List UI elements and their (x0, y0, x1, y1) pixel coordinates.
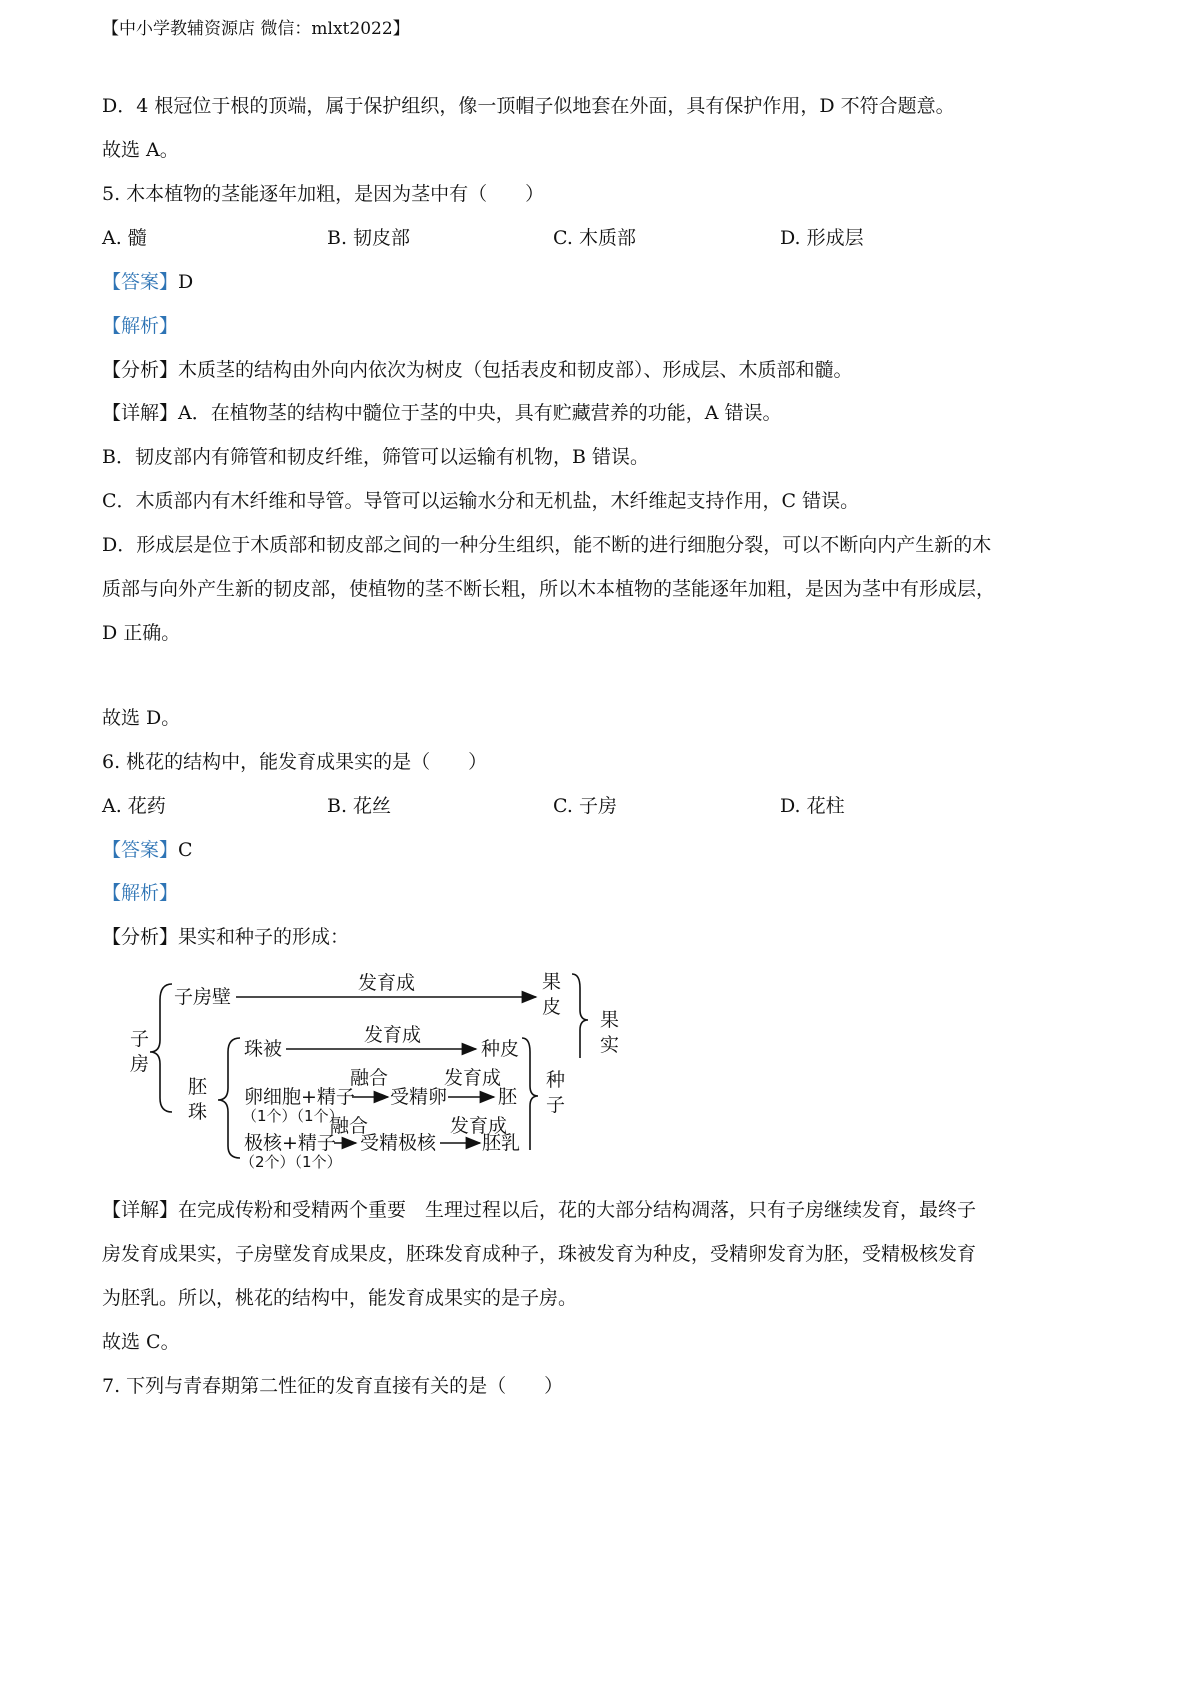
diagram-ovule-brace (218, 1038, 240, 1158)
q6-options (102, 792, 1002, 820)
diagram-endosperm: 胚乳 (482, 1132, 521, 1154)
diagram-ovary-wall: 子房壁 (174, 986, 232, 1008)
q6-analysis (102, 923, 349, 951)
diagram-ovule-2: 珠 (188, 1101, 208, 1123)
q5-option-c: C. 木质部 (553, 227, 636, 249)
q5-analysis (102, 356, 853, 384)
diagram-fruit-brace (572, 974, 588, 1058)
q6-option-c: C. 子房 (553, 795, 617, 817)
q5-option-a: A. 髓 (102, 227, 147, 249)
q6-stem: 6. 桃花的结构中，能发育成果实的是（ ） (102, 751, 488, 773)
q5-answer-value: D (178, 271, 194, 293)
q6-answer-value: C (178, 839, 193, 861)
diagram-seed-1: 种 (546, 1069, 566, 1091)
q6-detail-1 (102, 1196, 976, 1224)
q5-detail-d-3: D 正确。 (102, 622, 181, 644)
q5-detail-b: B．韧皮部内有筛管和韧皮纤维，筛管可以运输有机物，B 错误。 (102, 446, 649, 468)
q5-detail-a (102, 399, 782, 427)
q5-option-b: B. 韧皮部 (327, 227, 411, 249)
diagram-seed-coat: 种皮 (481, 1038, 520, 1060)
watermark-header: 【中小学教辅资源店 微信：mlxt2022】 (102, 19, 410, 39)
q6-option-d: D. 花柱 (780, 795, 845, 817)
q5-detail-c: C．木质部内有木纤维和导管。导管可以运输水分和无机盐，木纤维起支持作用，C 错误。 (102, 490, 860, 512)
q6-option-b: B. 花丝 (327, 795, 392, 817)
q5-analysis-text: 木质茎的结构由外向内依次为树皮（包括表皮和韧皮部）、形成层、木质部和髓。 (178, 359, 853, 381)
q5-detail-d-2: 质部与向外产生新的韧皮部，使植物的茎不断长粗，所以木本植物的茎能逐年加粗，是因为茎中有形成层， (102, 578, 996, 600)
diagram-seed-brace (522, 1038, 538, 1150)
q6-answer (102, 836, 193, 864)
q6-option-a: A. 花药 (102, 795, 166, 817)
diagram-pericarp-1: 果 (542, 971, 562, 993)
diagram-ovary-1: 子 (130, 1028, 150, 1050)
q5-detail-a-text: A．在植物茎的结构中髓位于茎的中央，具有贮藏营养的功能，A 错误。 (178, 402, 782, 424)
q5-option-d: D. 形成层 (780, 227, 864, 249)
diagram-develops-1: 发育成 (358, 972, 416, 994)
diagram-embryo: 胚 (498, 1086, 518, 1108)
q6-detail-tag: 【详解】 (102, 1199, 179, 1221)
q5-options (102, 224, 1002, 252)
q4-conclusion: 故选 A。 (102, 139, 179, 161)
q4-option-d-analysis: D．4 根冠位于根的顶端，属于保护组织，像一顶帽子似地套在外面，具有保护作用，D 不符合题意。 (102, 95, 955, 117)
q6-conclusion: 故选 C。 (102, 1331, 180, 1353)
diagram-pericarp-2: 皮 (542, 996, 562, 1018)
diagram-egg-sperm: 卵细胞+精子 (244, 1086, 355, 1108)
q6-analysis-tag: 【分析】 (102, 926, 179, 948)
diagram-fuse-2: 融合 (330, 1115, 369, 1137)
q6-detail-3: 为胚乳。所以，桃花的结构中，能发育成果实的是子房。 (102, 1287, 578, 1309)
fruit-seed-formation-diagram (120, 960, 640, 1178)
q5-detail-tag: 【详解】 (102, 402, 179, 424)
diagram-zygote: 受精卵 (390, 1086, 448, 1108)
q5-analysis-tag: 【分析】 (102, 359, 179, 381)
q6-explain-tag: 【解析】 (102, 882, 179, 904)
q5-stem: 5. 木本植物的茎能逐年加粗，是因为茎中有（ ） (102, 183, 545, 205)
q6-detail-2: 房发育成果实，子房壁发育成果皮，胚珠发育成种子，珠被发育为种皮，受精卵发育为胚，受精极核发育 (102, 1243, 977, 1265)
q5-answer-tag: 【答案】 (102, 271, 179, 293)
diagram-fertilized-polar: 受精极核 (360, 1132, 437, 1154)
q5-conclusion: 故选 D。 (102, 707, 181, 729)
diagram-egg-count: （1个）（1个） (242, 1107, 344, 1125)
diagram-ovary-2: 房 (130, 1053, 150, 1075)
diagram-develops-4: 发育成 (450, 1115, 508, 1137)
q5-detail-d-1: D．形成层是位于木质部和韧皮部之间的一种分生组织，能不断的进行细胞分裂，可以不断向内产生新的木 (102, 534, 992, 556)
diagram-develops-2: 发育成 (364, 1024, 422, 1046)
q5-explain-tag: 【解析】 (102, 315, 179, 337)
diagram-develops-3: 发育成 (444, 1067, 502, 1089)
diagram-seed-2: 子 (546, 1094, 566, 1116)
q5-answer (102, 268, 193, 296)
diagram-fruit-1: 果 (600, 1009, 620, 1031)
diagram-polar-sperm: 极核+精子 (244, 1132, 336, 1154)
q6-analysis-text: 果实和种子的形成： (178, 926, 350, 948)
diagram-polar-count: （2个）（1个） (240, 1153, 342, 1171)
diagram-ovary-brace (150, 984, 172, 1112)
diagram-ovule-1: 胚 (188, 1076, 208, 1098)
q6-detail-1-text: 在完成传粉和受精两个重要 生理过程以后，花的大部分结构凋落，只有子房继续发育，最终子 (178, 1199, 977, 1221)
q6-answer-tag: 【答案】 (102, 839, 179, 861)
diagram-fruit-2: 实 (600, 1034, 620, 1056)
diagram-fuse-1: 融合 (350, 1067, 389, 1089)
diagram-integument: 珠被 (244, 1038, 283, 1060)
q7-stem: 7. 下列与青春期第二性征的发育直接有关的是（ ） (102, 1375, 564, 1397)
